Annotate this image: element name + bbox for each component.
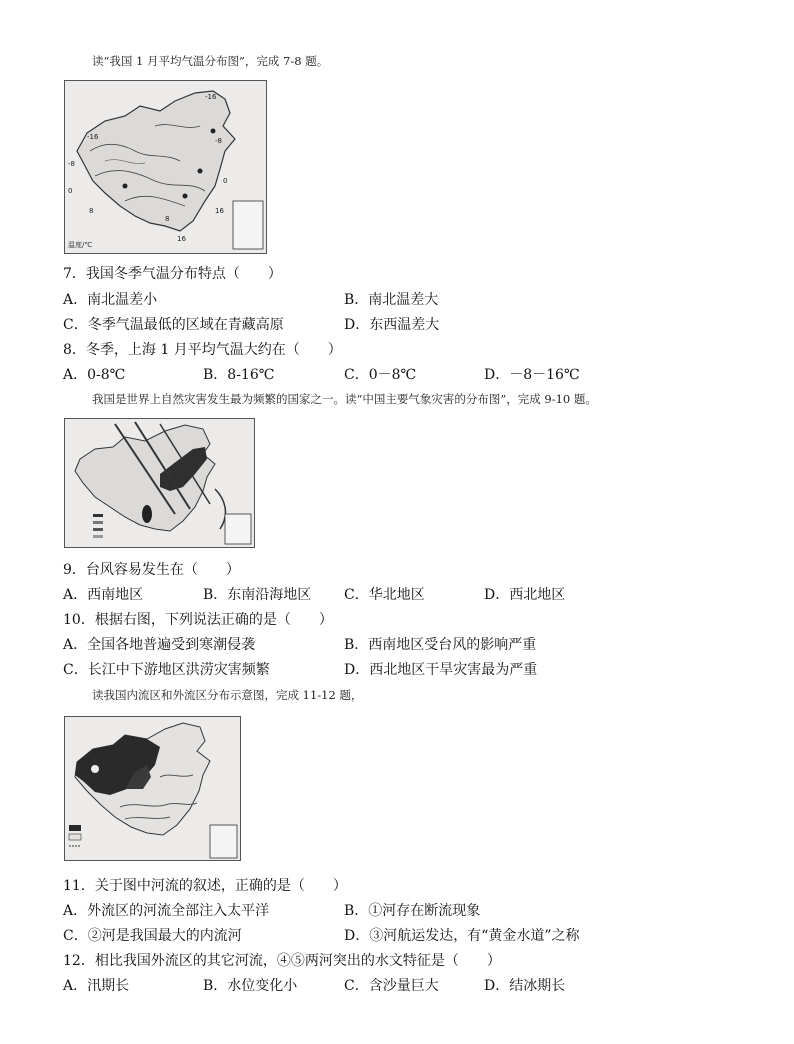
isotherm-label: -16 bbox=[87, 133, 99, 141]
q9-option-b[interactable]: B．东南沿海地区 bbox=[203, 587, 312, 603]
disaster-map bbox=[64, 418, 255, 548]
q7-option-b[interactable]: B．南北温差大 bbox=[344, 292, 439, 308]
isotherm-label: 0 bbox=[223, 177, 228, 185]
q11-option-b[interactable]: B．①河存在断流现象 bbox=[344, 903, 481, 919]
q7-option-c[interactable]: C．冬季气温最低的区域在青藏高原 bbox=[63, 317, 284, 333]
intro-q9-10: 我国是世界上自然灾害发生最为频繁的国家之一。读“中国主要气象灾害的分布图”，完成 9-10 题。 bbox=[92, 392, 597, 406]
isotherm-label: 16 bbox=[215, 207, 224, 215]
drainage-map bbox=[64, 716, 241, 861]
q8-option-d[interactable]: D．－8－16℃ bbox=[484, 367, 580, 383]
isotherm-label: -16 bbox=[205, 93, 217, 101]
question-9: 9．台风容易发生在（ ） bbox=[63, 562, 240, 578]
q12-option-a[interactable]: A．汛期长 bbox=[63, 978, 130, 994]
q8-option-a[interactable]: A．0-8℃ bbox=[63, 367, 126, 383]
question-10: 10．根据右图，下列说法正确的是（ ） bbox=[63, 612, 333, 628]
q10-option-c[interactable]: C．长江中下游地区洪涝灾害频繁 bbox=[63, 662, 270, 678]
q7-option-a[interactable]: A．南北温差小 bbox=[63, 292, 158, 308]
q10-option-b[interactable]: B．西南地区受台风的影响严重 bbox=[344, 637, 537, 653]
q8-option-c[interactable]: C．0－8℃ bbox=[344, 367, 417, 383]
map1-legend: 温度/℃ bbox=[68, 241, 93, 249]
q11-option-a[interactable]: A．外流区的河流全部注入太平洋 bbox=[63, 903, 270, 919]
q8-option-b[interactable]: B．8-16℃ bbox=[203, 367, 275, 383]
q9-option-d[interactable]: D．西北地区 bbox=[484, 587, 566, 603]
q9-option-c[interactable]: C．华北地区 bbox=[344, 587, 425, 603]
temperature-map bbox=[64, 80, 267, 254]
isotherm-label: -8 bbox=[68, 160, 75, 168]
q10-option-d[interactable]: D．西北地区干旱灾害最为严重 bbox=[344, 662, 538, 678]
q9-option-a[interactable]: A．西南地区 bbox=[63, 587, 144, 603]
question-11: 11．关于图中河流的叙述，正确的是（ ） bbox=[63, 878, 347, 894]
q11-option-c[interactable]: C．②河是我国最大的内流河 bbox=[63, 928, 242, 944]
q12-option-b[interactable]: B．水位变化小 bbox=[203, 978, 298, 994]
q12-option-c[interactable]: C．含沙量巨大 bbox=[344, 978, 439, 994]
intro-q7-8: 读“我国 1 月平均气温分布图”，完成 7-8 题。 bbox=[92, 54, 329, 68]
isotherm-label: 8 bbox=[89, 207, 94, 215]
q11-option-d[interactable]: D．③河航运发达，有“黄金水道”之称 bbox=[344, 928, 580, 944]
isotherm-label: 8 bbox=[165, 215, 170, 223]
q12-option-d[interactable]: D．结冰期长 bbox=[484, 978, 566, 994]
isotherm-label: 0 bbox=[68, 187, 73, 195]
question-7: 7．我国冬季气温分布特点（ ） bbox=[63, 266, 282, 282]
question-12: 12．相比我国外流区的其它河流，④⑤两河突出的水文特征是（ ） bbox=[63, 953, 501, 969]
q7-option-d[interactable]: D．东西温差大 bbox=[344, 317, 440, 333]
q10-option-a[interactable]: A．全国各地普遍受到寒潮侵袭 bbox=[63, 637, 256, 653]
isotherm-label: -8 bbox=[215, 137, 222, 145]
intro-q11-12: 读我国内流区和外流区分布示意图，完成 11-12 题， bbox=[92, 688, 363, 702]
isotherm-label: 16 bbox=[177, 235, 186, 243]
question-8: 8．冬季，上海 1 月平均气温大约在（ ） bbox=[63, 342, 342, 358]
